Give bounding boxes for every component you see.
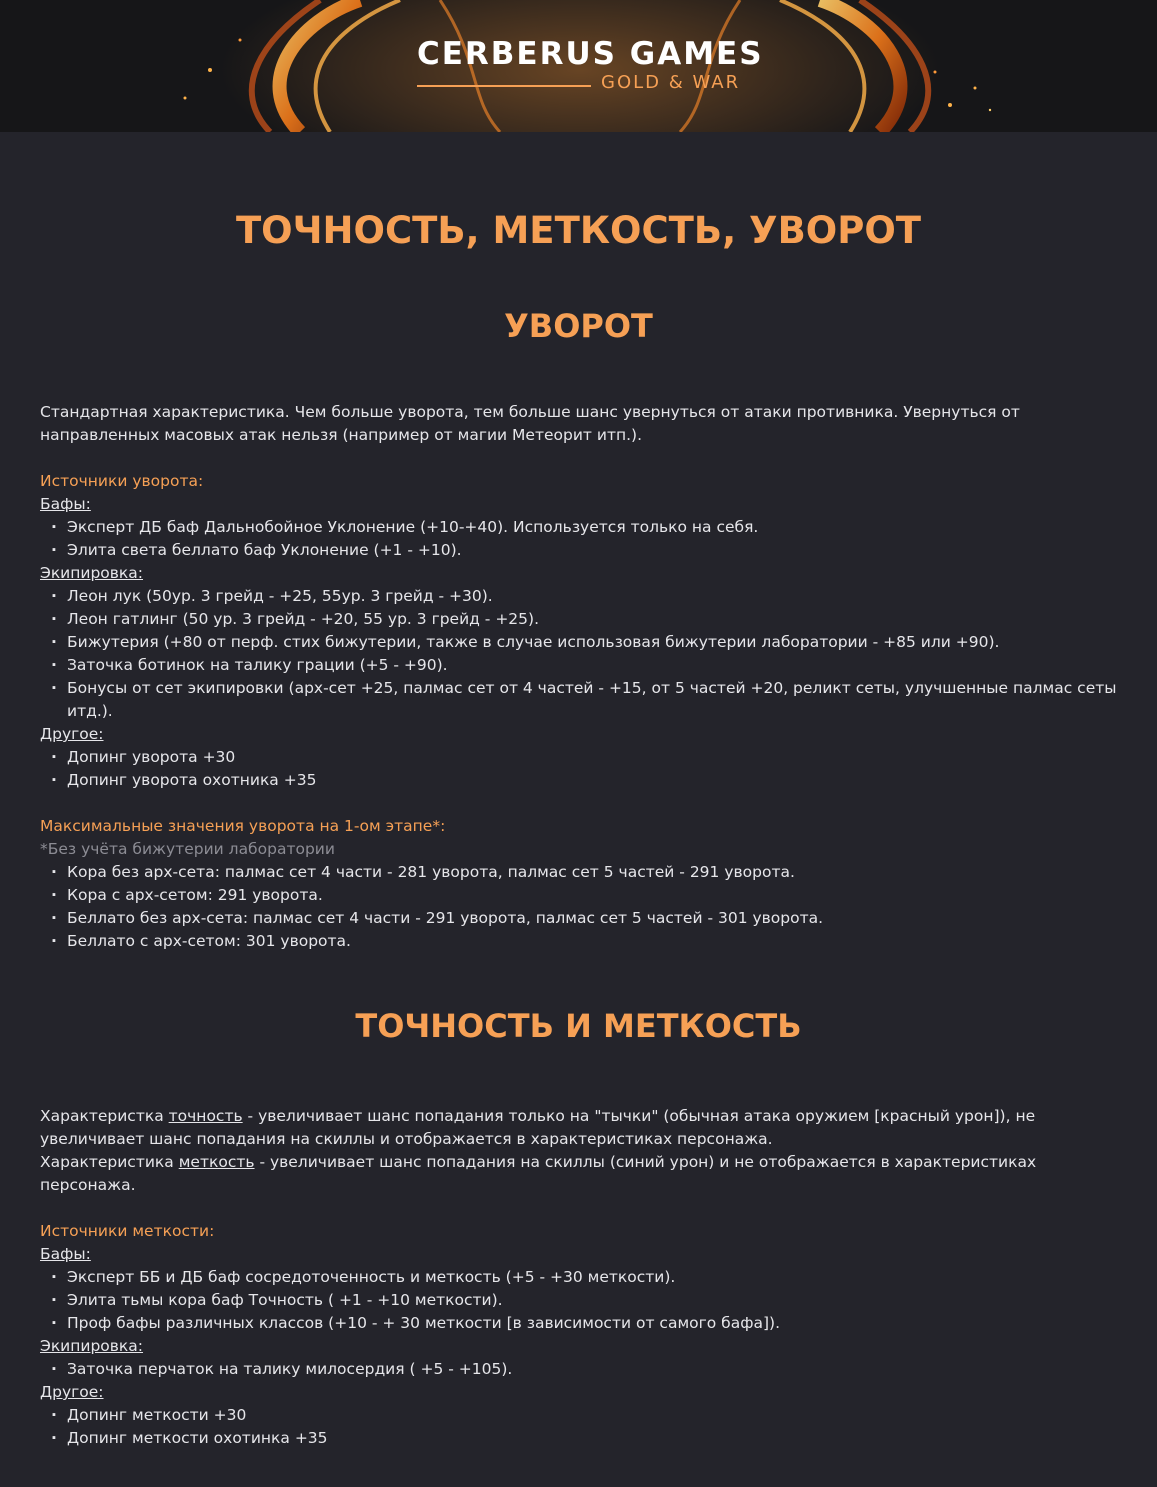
list-item: · Леон лук (50ур. 3 грейд - +25, 55ур. 3 грейд - +30). <box>40 585 1117 608</box>
list-item: · Допинг меткости +30 <box>40 1404 1117 1427</box>
list-item: · Заточка перчаток на талику милосердия ( +5 - +105). <box>40 1358 1117 1381</box>
logo-subtitle: GOLD & WAR <box>601 72 741 93</box>
paragraph-text: - увеличивает шанс попадания на скиллы (синий урон) и не отображается в характеристиках персонажа. <box>40 1153 1037 1194</box>
section-heading-dodge: УВОРОТ <box>504 307 653 345</box>
list-item: · Беллато без арх-сета: палмас сет 4 части - 291 уворота, палмас сет 5 частей - 301 уворота. <box>40 907 1117 930</box>
list-item: · Элита света беллато баф Уклонение (+1 - +10). <box>40 539 1117 562</box>
paragraph-text: Характеристика <box>40 1153 179 1171</box>
paragraph-text: Характеристка <box>40 1107 169 1125</box>
list-item: · Допинг уворота охотника +35 <box>40 769 1117 792</box>
list-item: · Эксперт ББ и ДБ баф сосредоточенность и меткость (+5 - +30 меткости). <box>40 1266 1117 1289</box>
accuracy-other-list <box>40 1404 1117 1450</box>
term-precision-link[interactable]: меткость <box>178 1153 255 1171</box>
list-item: · Элита тьмы кора баф Точность ( +1 - +10 меткости). <box>40 1289 1117 1312</box>
dodge-group-title: Экипировка: <box>40 564 144 582</box>
page-title: ТОЧНОСТЬ, МЕТКОСТЬ, УВОРОТ <box>235 209 922 252</box>
section-heading-accuracy: ТОЧНОСТЬ И МЕТКОСТЬ <box>355 1007 802 1045</box>
dodge-group-title: Бафы: <box>40 495 91 513</box>
list-item: · Допинг меткости охотинка +35 <box>40 1427 1117 1450</box>
list-item: · Допинг уворота +30 <box>40 746 1117 769</box>
list-item: · Бонусы от сет экипировки (арх-сет +25, палмас сет от 4 частей - +15, от 5 частей +20, реликт сеты, улучшенные палмас сеты итд.). <box>40 677 1117 723</box>
accuracy-paragraph-2 <box>40 1151 1117 1197</box>
dodge-buffs-list <box>40 516 1117 562</box>
logo-divider <box>417 85 591 87</box>
accuracy-group-title: Другое: <box>40 1383 104 1401</box>
list-item: · Беллато с арх-сетом: 301 уворота. <box>40 930 1117 953</box>
list-item: · Заточка ботинок на талику грации (+5 - +90). <box>40 654 1117 677</box>
accuracy-group-title: Экипировка: <box>40 1337 144 1355</box>
dodge-intro: Стандартная характеристика. Чем больше уворота, тем больше шанс увернуться от атаки противника. Увернуться от направленных масовых атак нельзя (например от магии Метеорит итп.). <box>40 403 1020 444</box>
list-item: · Кора без арх-сета: палмас сет 4 части - 281 уворота, палмас сет 5 частей - 291 уворота. <box>40 861 1117 884</box>
dodge-max-list <box>40 861 1117 953</box>
site-header <box>0 0 1157 132</box>
accuracy-buffs-list <box>40 1266 1117 1335</box>
dodge-sources-title: Источники уворота: <box>40 472 204 490</box>
list-item: · Леон гатлинг (50 ур. 3 грейд - +20, 55 ур. 3 грейд - +25). <box>40 608 1117 631</box>
dodge-other-list <box>40 746 1117 792</box>
cerberus-games-logo[interactable] <box>417 36 764 98</box>
term-accuracy-link[interactable]: точность <box>168 1107 243 1125</box>
list-item: · Проф бафы различных классов (+10 - + 30 меткости [в зависимости от самого бафа]). <box>40 1312 1117 1335</box>
list-item: · Кора с арх-сетом: 291 уворота. <box>40 884 1117 907</box>
accuracy-paragraph-1 <box>40 1105 1117 1151</box>
paragraph-text: - увеличивает шанс попадания только на "тычки" (обычная атака оружием [красный урон]), не увеличивает шанс попадания на скиллы и отображается в характеристиках персонажа. <box>40 1107 1036 1148</box>
article-content <box>0 208 1157 1450</box>
list-item: · Эксперт ДБ баф Дальнобойное Уклонение (+10-+40). Используется только на себя. <box>40 516 1117 539</box>
accuracy-group-title: Бафы: <box>40 1245 91 1263</box>
accuracy-sources-title: Источники меткости: <box>40 1222 215 1240</box>
dodge-max-note: *Без учёта бижутерии лаборатории <box>40 840 335 858</box>
dodge-max-title: Максимальные значения уворота на 1-ом этапе*: <box>40 817 446 835</box>
dodge-group-title: Другое: <box>40 725 104 743</box>
accuracy-equipment-list <box>40 1358 1117 1381</box>
dodge-equipment-list <box>40 585 1117 723</box>
list-item: · Бижутерия (+80 от перф. стих бижутерии, также в случае использовая бижутерии лаборатории - +85 или +90). <box>40 631 1117 654</box>
logo-title: CERBERUS GAMES <box>417 36 764 72</box>
